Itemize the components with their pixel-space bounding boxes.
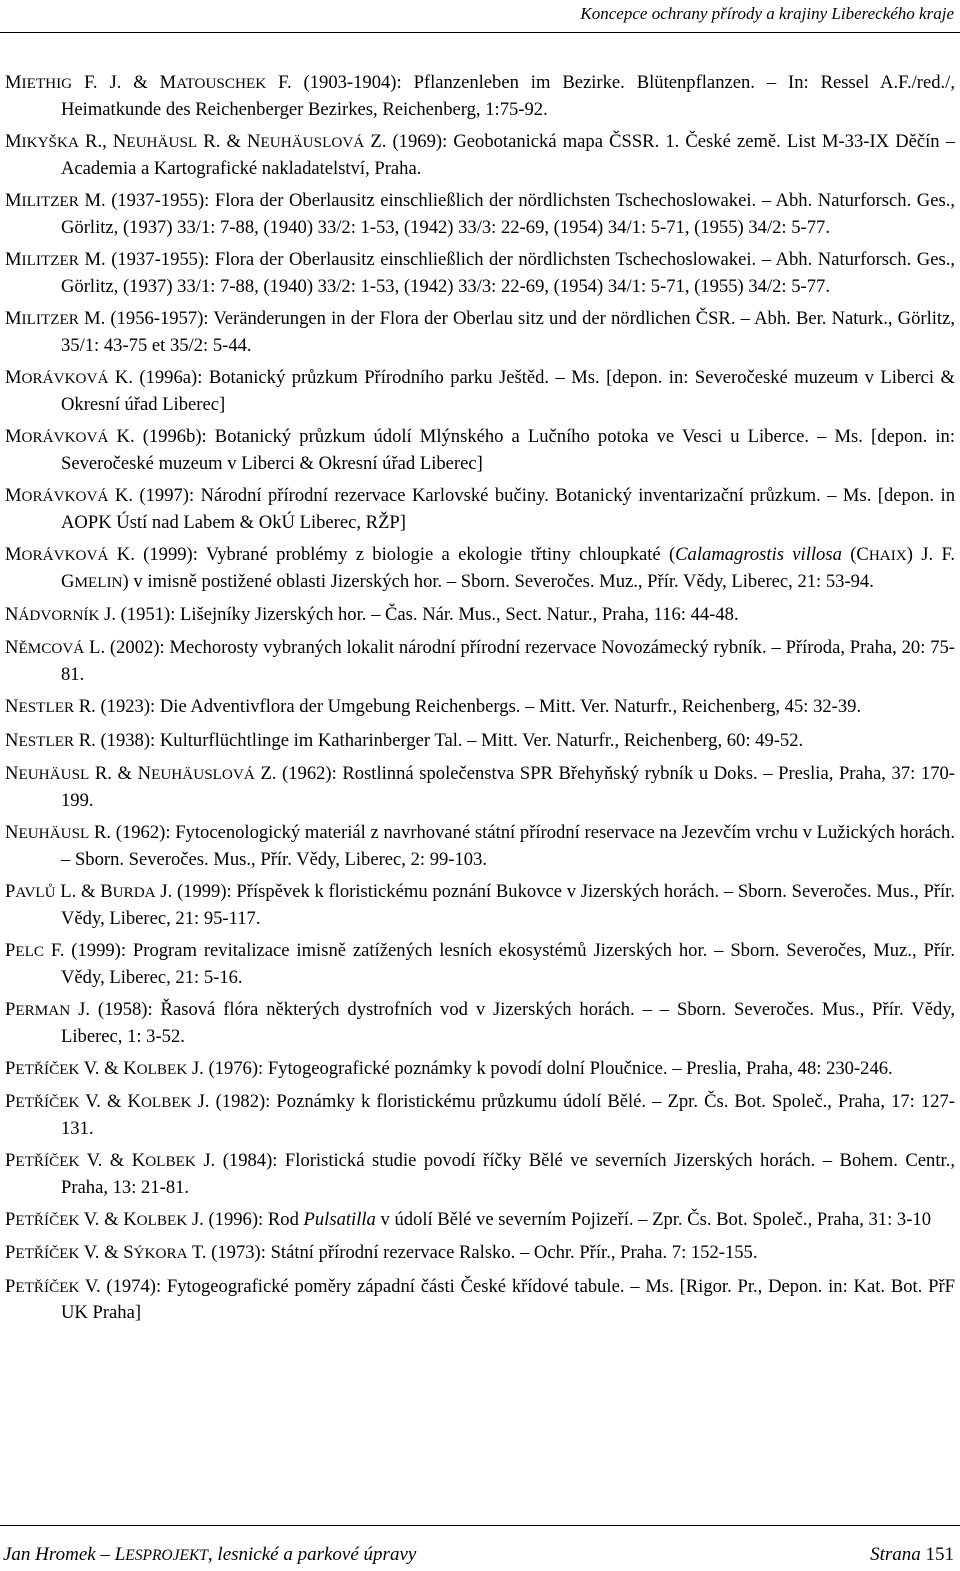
author-name: PAVLŮ xyxy=(5,880,56,902)
running-header: Koncepce ochrany přírody a krajiny Libereckého kraje xyxy=(580,4,954,23)
reference-text: R. (1938): Kulturflüchtlinge im Katharinberger Tal. – Mitt. Ver. Naturfr., Reichenberg, 60: 49-52. xyxy=(74,729,804,751)
reference-entry xyxy=(5,542,955,595)
reference-text: M. (1937-1955): Flora der Oberlausitz einschließlich der nördlichsten Tschechoslowakei. – Abh. Naturforsch. Ges., Görlitz, (1937) 33/1: 7-88, (1940) 33/2: 1-53, (1942) 33/3: 22-69, (1954) 34/1: 5-71, (1955) 34/2: 5-77. xyxy=(61,190,955,238)
reference-entry xyxy=(5,761,955,813)
reference-entry xyxy=(5,306,955,358)
author-name: SÝKORA xyxy=(123,1242,188,1264)
reference-entry xyxy=(5,938,955,990)
author-name: NEUHÄUSLOVÁ xyxy=(137,762,255,784)
reference-text: K. (1997): Národní přírodní rezervace Karlovské bučiny. Botanický inventarizační průzkum. – Ms. [depon. in AOPK Ústí nad Labem & OkÚ Liberec, RŽP] xyxy=(61,485,955,533)
author-name: GMELIN xyxy=(61,570,123,592)
header-divider xyxy=(0,32,960,33)
author-name: NESTLER xyxy=(5,696,75,718)
reference-text: R. & xyxy=(89,762,138,784)
reference-text: F. (1999): Program revitalizace imisně zatížených lesních ekosystémů Jizerských hor. – Sborn. Severočes, Muz., Přír. Vědy, Liberec, 21: 5-16. xyxy=(44,939,955,988)
reference-text: R. (1962): Fytocenologický materiál z navrhované státní přírodní reservace na Jezevčím vrchu v Lužických horách. – Sborn. Severočes. Mus., Přír. Vědy, Liberec, 2: 99-103. xyxy=(61,821,955,870)
author-name: NEUHÄUSL xyxy=(5,821,90,843)
author-name: CHAIX xyxy=(856,544,907,565)
reference-text: R., xyxy=(78,131,113,152)
reference-entry xyxy=(5,70,955,122)
reference-entry xyxy=(5,1148,955,1200)
author-name: NĚMCOVÁ xyxy=(5,637,85,659)
author-name: KOLBEK xyxy=(123,1209,188,1231)
reference-text: Z. (1969): Geobotanická mapa ČSSR. 1. České země. List M-33-IX Děčín – Academia a Kartografické nakladatelství, Praha. xyxy=(61,131,956,179)
reference-entry xyxy=(5,129,955,181)
reference-entry xyxy=(5,1240,955,1267)
author-name: PETŘÍČEK xyxy=(5,1209,80,1231)
author-name: MORÁVKOVÁ xyxy=(5,544,109,565)
reference-text: J. (1982): Poznámky k floristickému průzkumu údolí Bělé. – Zpr. Čs. Bot. Společ., Praha, 17: 127-131. xyxy=(61,1091,955,1139)
author-name: MIETHIG xyxy=(5,72,73,93)
reference-text: J. (1996): Rod xyxy=(187,1209,304,1231)
reference-entry xyxy=(5,247,955,299)
reference-entry xyxy=(5,424,955,476)
author-name: NEUHÄUSL xyxy=(112,131,198,152)
reference-entry xyxy=(5,602,955,629)
reference-text: V. (1974): Fytogeografické poměry západní části České křídové tabule. – Ms. [Rigor. Pr., Depon. in: Kat. Bot. PřF UK Praha] xyxy=(61,1275,955,1324)
reference-text: T. (1973): Státní přírodní rezervace Ralsko. – Ochr. Přír., Praha. 7: 152-155. xyxy=(187,1242,758,1264)
author-name: PETŘÍČEK xyxy=(5,1275,80,1297)
reference-text: V. & xyxy=(79,1091,128,1113)
reference-text: L. (2002): Mechorosty vybraných lokalit národní přírodní rezervace Novozámecký rybník. – Příroda, Praha, 20: 75-81. xyxy=(61,637,955,685)
author-name: MORÁVKOVÁ xyxy=(5,367,109,388)
reference-text: J. (1976): Fytogeografické poznámky k povodí dolní Ploučnice. – Preslia, Praha, 48: 230-246. xyxy=(187,1057,893,1079)
author-name: PETŘÍČEK xyxy=(5,1150,80,1172)
reference-text: V. & xyxy=(79,1242,124,1264)
author-name: MILITZER xyxy=(5,308,79,329)
author-name: NEUHÄUSLOVÁ xyxy=(247,131,365,152)
reference-text: V. & xyxy=(79,1209,124,1231)
reference-text: K. (1999): Vybrané problémy z biologie a ekologie třtiny chloupkaté ( xyxy=(108,544,676,565)
footer-author-name: Jan Hromek – xyxy=(3,1544,115,1565)
reference-text: ( xyxy=(841,544,857,565)
author-name: MIKYŠKA xyxy=(5,131,79,152)
reference-text: R. (1923): Die Adventivflora der Umgebung Reichenbergs. – Mitt. Ver. Naturfr., Reichenberg, 45: 32-39. xyxy=(74,696,862,718)
reference-text: M. (1956-1957): Veränderungen in der Flora der Oberlau sitz und der nördlichen ČSR. – Abh. Ber. Naturk., Görlitz, 35/1: 43-75 et 35/2: 5-44. xyxy=(61,308,955,356)
author-name: PETŘÍČEK xyxy=(5,1091,80,1113)
reference-text: V. & xyxy=(79,1150,132,1172)
reference-text: J. (1958): Řasová flóra některých dystrofních vod v Jizerských horách. – – Sborn. Severočes. Mus., Přír. Vědy, Liberec, 1: 3-52. xyxy=(61,998,955,1047)
footer-author xyxy=(3,1544,416,1566)
reference-text: K. (1996b): Botanický průzkum údolí Mlýnského a Lučního potoka ve Vesci u Liberce. – Ms. [depon. in: Severočeské muzeum v Liberci & Okresní úřad Liberec] xyxy=(61,426,955,474)
reference-text: V. & xyxy=(79,1057,124,1079)
reference-entry xyxy=(5,483,955,535)
page-number xyxy=(870,1544,954,1566)
reference-text: F. J. & xyxy=(72,72,160,93)
author-name: NEUHÄUSL xyxy=(5,762,90,784)
author-name: KOLBEK xyxy=(131,1150,196,1172)
reference-list xyxy=(5,70,955,1333)
reference-text: Z. (1962): Rostlinná společenstva SPR Břehyňský rybník u Doks. – Preslia, Praha, 37: 170-199. xyxy=(61,762,955,811)
author-name: PELC xyxy=(5,939,45,961)
reference-entry xyxy=(5,188,955,240)
reference-text: R. & xyxy=(197,131,248,152)
reference-entry xyxy=(5,1056,955,1083)
footer-company-suffix: , lesnické a parkové úpravy xyxy=(207,1544,417,1565)
reference-text: ) v imisně postižené oblasti Jizerských hor. – Sborn. Severočes. Muz., Přír. Vědy, Liberec, 21: 53-94. xyxy=(122,570,874,592)
footer-divider xyxy=(0,1525,960,1526)
author-name: NÁDVORNÍK xyxy=(5,604,100,625)
reference-text: ) J. F. xyxy=(906,544,955,565)
reference-entry xyxy=(5,1207,955,1234)
page-label: Strana xyxy=(870,1544,921,1565)
reference-entry xyxy=(5,1089,955,1141)
reference-entry xyxy=(5,694,955,721)
reference-entry xyxy=(5,997,955,1049)
author-name: MORÁVKOVÁ xyxy=(5,426,109,447)
author-name: PETŘÍČEK xyxy=(5,1057,80,1079)
author-name: MATOUSCHEK xyxy=(159,72,267,93)
taxon-name: Pulsatilla xyxy=(303,1209,376,1231)
author-name: PERMAN xyxy=(5,998,71,1020)
reference-entry xyxy=(5,879,955,931)
reference-text: v údolí Bělé ve severním Pojizeří. – Zpr. Čs. Bot. Společ., Praha, 31: 3-10 xyxy=(375,1209,931,1231)
reference-text: J. (1951): Lišejníky Jizerských hor. – Čas. Nár. Mus., Sect. Natur., Praha, 116: 44-48. xyxy=(99,604,739,625)
reference-text: M. (1937-1955): Flora der Oberlausitz einschließlich der nördlichsten Tschechoslowakei. – Abh. Naturforsch. Ges., Görlitz, (1937) 33/1: 7-88, (1940) 33/2: 1-53, (1942) 33/3: 22-69, (1954) 34/1: 5-71, (1955) 34/2: 5-77. xyxy=(61,249,955,297)
reference-entry xyxy=(5,365,955,417)
reference-text: F. (1903-1904): Pflanzenleben im Bezirke. Blütenpflanzen. – In: Ressel A.F./red./, Heimatkunde des Reichenberger Bezirkes, Reichenberg, 1:75-92. xyxy=(61,72,955,120)
page-number-value: 151 xyxy=(925,1544,954,1565)
author-name: KOLBEK xyxy=(127,1091,192,1113)
author-name: MILITZER xyxy=(5,190,79,211)
author-name: PETŘÍČEK xyxy=(5,1242,80,1264)
reference-entry xyxy=(5,820,955,872)
reference-entry xyxy=(5,635,955,687)
reference-text: K. (1996a): Botanický průzkum Přírodního parku Ještěd. – Ms. [depon. in: Severočeské muzeum v Liberci & Okresní úřad Liberec] xyxy=(61,367,955,415)
taxon-name: Calamagrostis villosa xyxy=(675,544,842,565)
reference-text: J. (1999): Příspěvek k floristickému poznání Bukovce v Jizerských horách. – Sborn. Severočes. Mus., Přír. Vědy, Liberec, 21: 95-117. xyxy=(61,880,955,929)
author-name: BURDA xyxy=(100,880,156,902)
reference-text: J. (1984): Floristická studie povodí říčky Bělé ve severních Jizerských horách. – Bohem. Centr., Praha, 13: 21-81. xyxy=(61,1150,955,1198)
author-name: KOLBEK xyxy=(123,1057,188,1079)
reference-entry xyxy=(5,1274,955,1326)
author-name: MILITZER xyxy=(5,249,79,270)
author-name: NESTLER xyxy=(5,729,75,751)
footer-company: LESPROJEKT xyxy=(114,1544,208,1565)
reference-entry xyxy=(5,728,955,755)
reference-text: L. & xyxy=(55,880,101,902)
author-name: MORÁVKOVÁ xyxy=(5,485,109,506)
